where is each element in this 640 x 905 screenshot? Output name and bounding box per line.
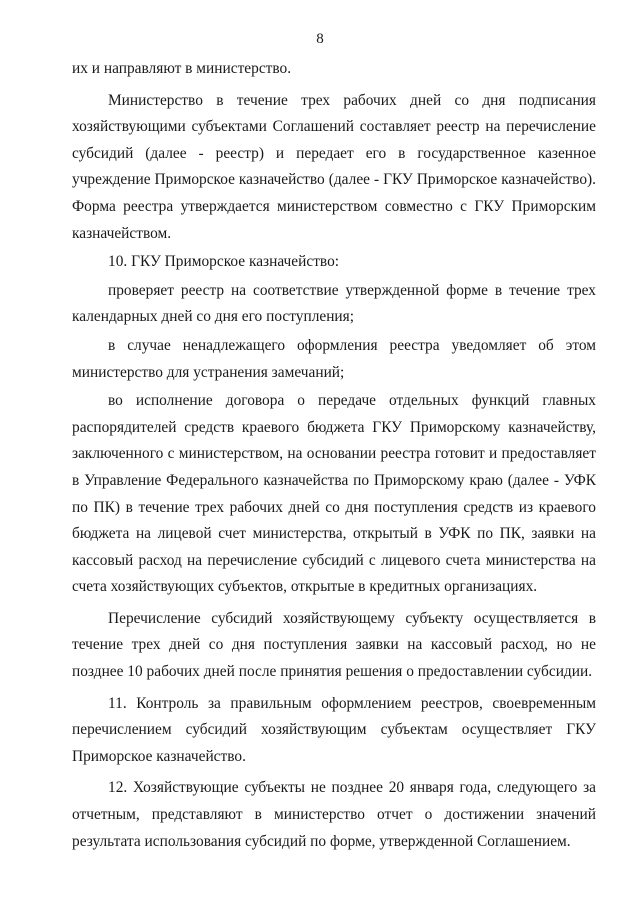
paragraph-item-11: 11. Контроль за правильным оформлением реестров, своевременным перечислением субсидий хозяйствующим субъектам осуществляет ГКУ Приморское казначейство. bbox=[72, 694, 596, 765]
paragraph-registry: Министерство в течение трех рабочих дней со дня подписания хозяйствующими субъектами Соглашений составляет реестр на перечисление субсидий (далее - реестр) и передает его в государственное казенное учреждение Приморское казначейство (далее - ГКУ Приморское казначейство). Форма реестра утверждается министерством совместно с ГКУ Приморским казначейством. bbox=[72, 91, 596, 242]
paragraph-contract: во исполнение договора о передаче отдельных функций главных распорядителей средств краевого бюджета ГКУ Приморскому казначейству, заключенного с министерством, на основании реестра готовит и предоставляет в Управление Федерального казначейства по Приморскому краю (далее - УФК по ПК) в течение трех рабочих дней со дня поступления средств из краевого бюджета на лицевой счет министерства, открытый в УФК по ПК, заявки на кассовый расход на перечисление субсидий с лицевого счета министерства на счета хозяйствующих субъектов, открытые в кредитных организациях. bbox=[72, 392, 596, 596]
paragraph-transfer: Перечисление субсидий хозяйствующему субъекту осуществляется в течение трех дней со дня поступления заявки на кассовый расход, но не позднее 10 рабочих дней после принятия решения о предоставлении субсидии. bbox=[72, 609, 596, 681]
document-body bbox=[72, 56, 596, 855]
paragraph-item-12: 12. Хозяйствующие субъекты не позднее 20 января года, следующего за отчетным, представляют в министерство отчет о достижении значений результата использования субсидий по форме, утвержденной Соглашением. bbox=[72, 779, 596, 850]
paragraph-item-10: 10. ГКУ Приморское казначейство: bbox=[108, 253, 340, 271]
paragraph-notify: в случае ненадлежащего оформления реестра уведомляет об этом министерство для устранения замечаний; bbox=[72, 336, 596, 381]
paragraph-continuation: их и направляют в министерство. bbox=[72, 60, 292, 77]
page-number: 8 bbox=[316, 31, 324, 47]
paragraph-check-registry: проверяет реестр на соответствие утвержденной форме в течение трех календарных дней со дня его поступления; bbox=[72, 281, 596, 326]
